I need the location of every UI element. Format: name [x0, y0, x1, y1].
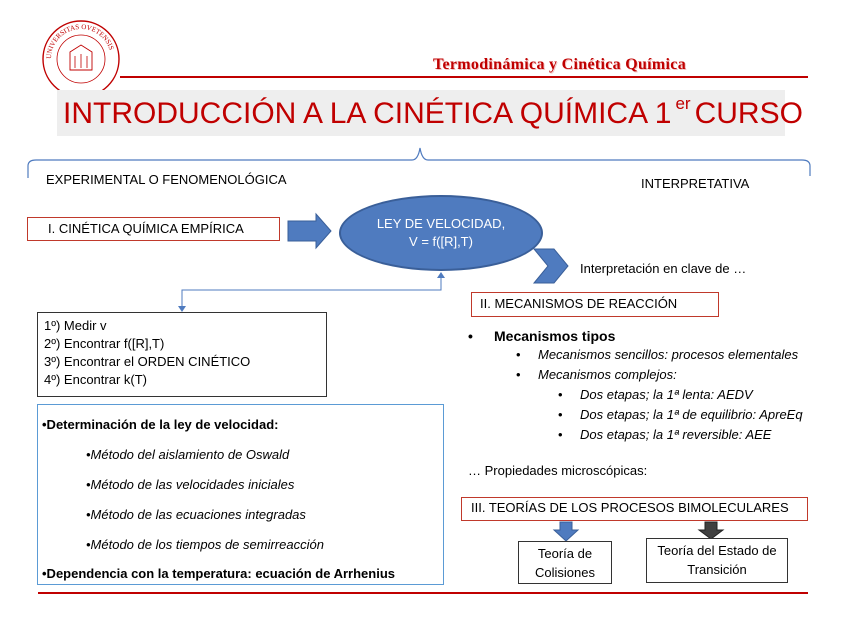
- complejo-item: • Dos etapas; la 1ª reversible: AEE: [558, 427, 772, 442]
- propiedades-text: … Propiedades microscópicas:: [468, 463, 648, 478]
- mecanismos-box: [471, 292, 719, 317]
- determinacion-heading: •Determinación de la ley de velocidad:: [42, 417, 279, 432]
- colisiones-line: Teoría de: [537, 546, 593, 561]
- mecanismos-sencillos-text: Mecanismos sencillos: procesos elementales: [538, 347, 799, 362]
- experimental-label: EXPERIMENTAL O FENOMENOLÓGICA: [46, 172, 287, 187]
- method-item: •Método de las velocidades iniciales: [86, 477, 295, 492]
- complejo-item: • Dos etapas; la 1ª de equilibrio: ApreEq: [558, 407, 803, 422]
- colisiones-box: [518, 541, 612, 584]
- estado-transicion-box: [646, 538, 788, 583]
- method-item: •Método de los tiempos de semirreacción: [86, 537, 324, 552]
- complejo-item-text: Dos etapas; la 1ª de equilibrio: ApreEq: [580, 407, 803, 422]
- complejo-item-text: Dos etapas; la 1ª lenta: AEDV: [580, 387, 753, 402]
- determinacion-box: [37, 404, 444, 585]
- step-item: 2º) Encontrar f([R],T): [44, 336, 165, 351]
- ley-line-1: LEY DE VELOCIDAD,: [376, 216, 506, 231]
- connector-arrowhead-up: [437, 272, 445, 278]
- title-end: CURSO: [694, 97, 803, 130]
- mecanismos-complejos-text: Mecanismos complejos:: [538, 367, 677, 382]
- interpretacion-text: Interpretación en clave de …: [580, 261, 747, 276]
- arrhenius-item: •Dependencia con la temperatura: ecuación de Arrhenius: [42, 566, 395, 581]
- down-arrow-estado: [699, 522, 723, 539]
- complejo-item-text: Dos etapas; la 1ª reversible: AEE: [580, 427, 772, 442]
- course-title: Termodinámica y Cinética Química: [433, 56, 686, 73]
- feedback-connector: [182, 276, 441, 309]
- estado-line: Teoría del Estado de: [657, 543, 777, 558]
- mecanismos-tipos: • Mecanismos tipos: [468, 328, 616, 344]
- down-arrow-colisiones: [554, 522, 578, 541]
- mecanismos-label: II. MECANISMOS DE REACCIÓN: [480, 296, 678, 311]
- title-main: INTRODUCCIÓN A LA CINÉTICA QUÍMICA 1: [63, 97, 672, 130]
- estado-line: Transición: [687, 562, 747, 577]
- method-item: •Método de las ecuaciones integradas: [86, 507, 306, 522]
- teorias-label: III. TEORÍAS DE LOS PROCESOS BIMOLECULARES: [471, 500, 789, 515]
- interpretativa-label: INTERPRETATIVA: [641, 176, 750, 191]
- step-item: 4º) Encontrar k(T): [44, 372, 147, 387]
- seal-text: UNIVERSITAS OVETENSIS: [44, 22, 116, 60]
- empirica-box: [27, 217, 280, 241]
- ley-velocidad-ellipse: [339, 195, 543, 271]
- chevron-arrow: [534, 249, 568, 283]
- title-superscript: er: [675, 94, 691, 113]
- step-item: 3º) Encontrar el ORDEN CINÉTICO: [44, 354, 251, 369]
- empirica-label: I. CINÉTICA QUÍMICA EMPÍRICA: [48, 221, 244, 236]
- mecanismos-sencillos: • Mecanismos sencillos: procesos elementales: [516, 347, 799, 362]
- complejo-item: • Dos etapas; la 1ª lenta: AEDV: [558, 387, 753, 402]
- right-arrow: [288, 214, 331, 248]
- colisiones-line: Colisiones: [535, 565, 595, 580]
- step-item: 1º) Medir v: [44, 318, 107, 333]
- teorias-box: [461, 497, 808, 521]
- footer-divider: [38, 592, 808, 594]
- method-item: •Método del aislamiento de Oswald: [86, 447, 290, 462]
- mecanismos-tipos-text: Mecanismos tipos: [494, 328, 616, 344]
- steps-box: [37, 312, 327, 397]
- mecanismos-complejos: • Mecanismos complejos:: [516, 367, 677, 382]
- ley-line-2: V = f([R],T): [409, 234, 473, 249]
